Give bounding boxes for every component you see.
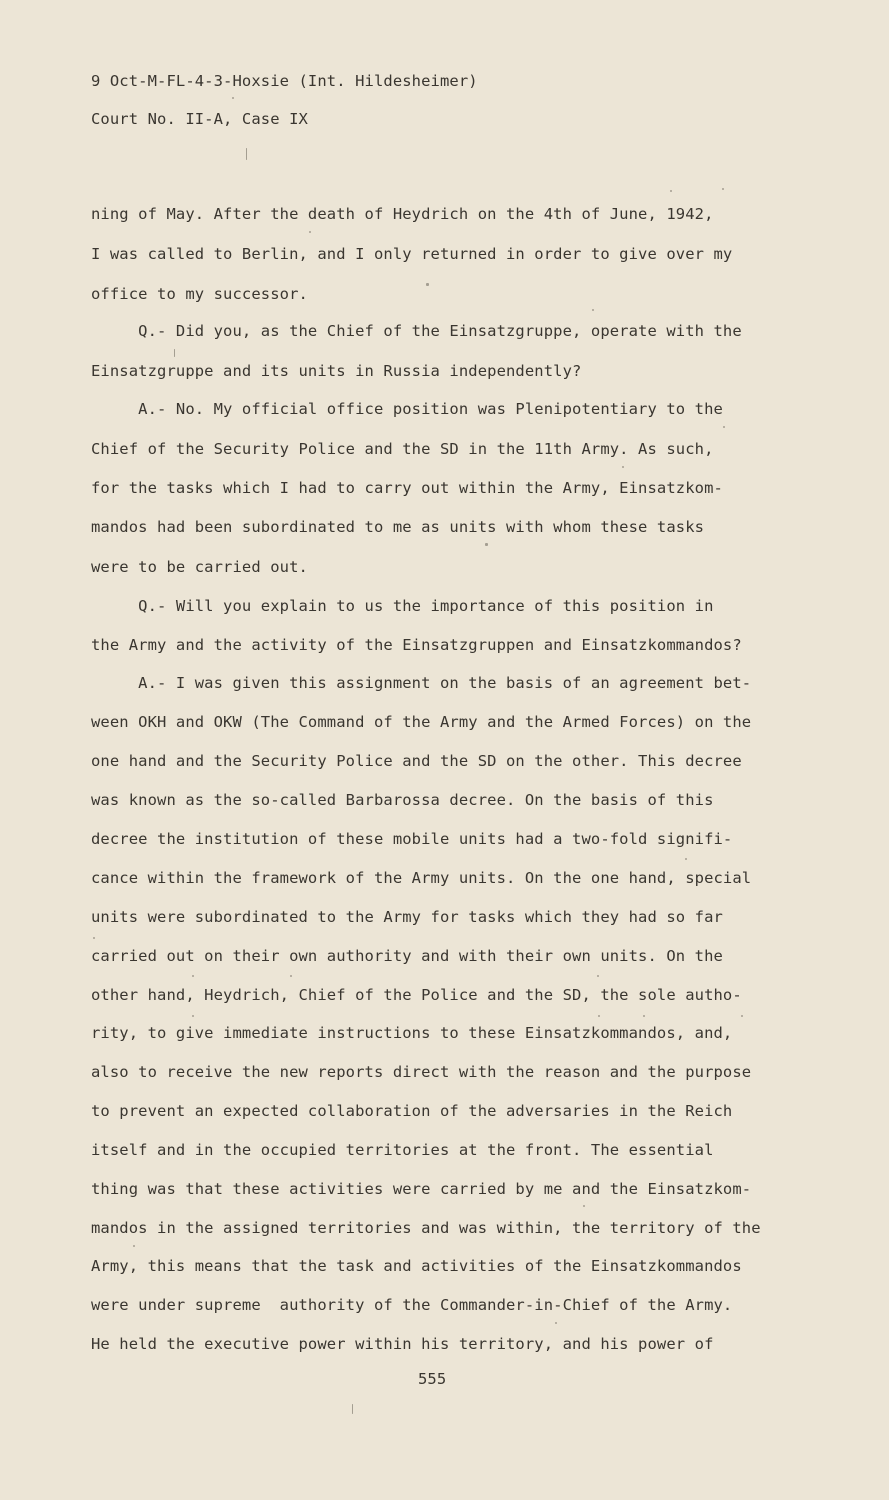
body-line: thing was that these activities were carried by me and the Einsatzkom- [91,1180,752,1198]
body-line: office to my successor. [91,285,308,303]
paper-speck [426,283,429,286]
paper-speck [643,1015,645,1017]
body-line: cance within the framework of the Army units. On the one hand, special [91,869,752,887]
body-line: for the tasks which I had to carry out within the Army, Einsatzkom- [91,479,723,497]
body-line: Q.- Did you, as the Chief of the Einsatzgruppe, operate with the [91,322,742,340]
body-line: Army, this means that the task and activities of the Einsatzkommandos [91,1257,742,1275]
body-line: Chief of the Security Police and the SD in the 11th Army. As such, [91,440,714,458]
body-line: one hand and the Security Police and the SD on the other. This decree [91,752,742,770]
body-line: were to be carried out. [91,558,308,576]
body-line: ning of May. After the death of Heydrich on the 4th of June, 1942, [91,205,714,223]
body-line: rity, to give immediate instructions to these Einsatzkommandos, and, [91,1024,733,1042]
paper-speck [722,188,724,190]
paper-speck [246,148,247,160]
paper-speck [192,1015,194,1017]
body-line: also to receive the new reports direct with the reason and the purpose [91,1063,752,1081]
body-line: mandos in the assigned territories and was within, the territory of the [91,1219,761,1237]
body-line: decree the institution of these mobile units had a two-fold signifi- [91,830,733,848]
paper-speck [598,1015,600,1017]
paper-speck [309,231,311,233]
body-line: A.- No. My official office position was Plenipotentiary to the [91,400,723,418]
body-line: was known as the so-called Barbarossa decree. On the basis of this [91,791,714,809]
paper-speck [485,543,488,546]
paper-speck [622,466,624,468]
paper-speck [174,349,175,357]
body-line: Einsatzgruppe and its units in Russia independently? [91,362,582,380]
paper-speck [685,858,687,860]
paper-speck [583,1205,585,1207]
paper-speck [592,309,594,311]
paper-speck [232,97,234,99]
body-line: A.- I was given this assignment on the basis of an agreement bet- [91,674,752,692]
body-line: mandos had been subordinated to me as units with whom these tasks [91,518,705,536]
paper-speck [192,975,194,977]
body-line: units were subordinated to the Army for tasks which they had so far [91,908,723,926]
paper-speck [555,1322,557,1324]
body-line: I was called to Berlin, and I only returned in order to give over my [91,245,733,263]
paper-speck [133,1245,135,1247]
page-number: 555 [418,1370,447,1388]
paper-speck [597,975,599,977]
document-header-court-line: Court No. II-A, Case IX [91,110,308,128]
body-line: itself and in the occupied territories at the front. The essential [91,1141,714,1159]
body-line: He held the executive power within his territory, and his power of [91,1335,714,1353]
body-line: carried out on their own authority and with their own units. On the [91,947,723,965]
paper-speck [93,937,95,939]
paper-speck [723,426,725,428]
paper-speck [741,1015,743,1017]
paper-speck [290,975,292,977]
body-line: to prevent an expected collaboration of the adversaries in the Reich [91,1102,733,1120]
body-line: Q.- Will you explain to us the importance of this position in [91,597,714,615]
body-line: ween OKH and OKW (The Command of the Army and the Armed Forces) on the [91,713,752,731]
paper-speck [352,1404,353,1414]
document-header-case-line: 9 Oct-M-FL-4-3-Hoxsie (Int. Hildesheimer) [91,72,478,90]
paper-speck [670,190,672,192]
body-line: were under supreme authority of the Commander-in-Chief of the Army. [91,1296,733,1314]
body-line: the Army and the activity of the Einsatzgruppen and Einsatzkommandos? [91,636,742,654]
body-line: other hand, Heydrich, Chief of the Police and the SD, the sole autho- [91,986,742,1004]
